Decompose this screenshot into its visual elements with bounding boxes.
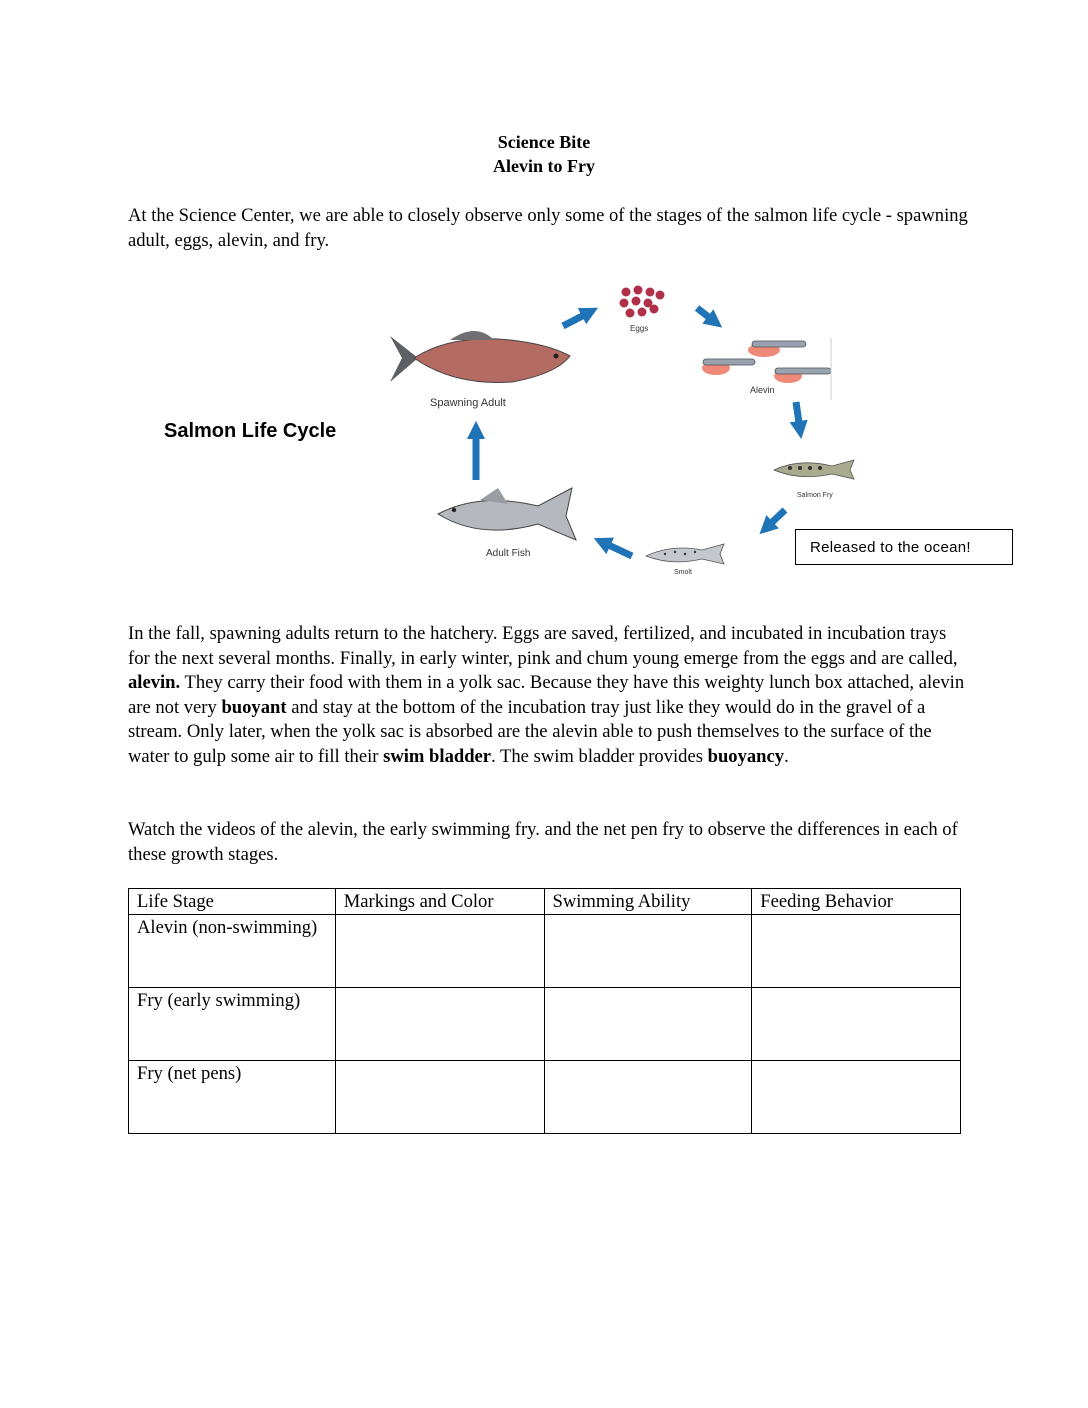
- body-paragraph-2: Watch the videos of the alevin, the early swimming fry. and the net pen fry to observe the differences in each of these growth stages.: [128, 819, 958, 865]
- smolt-icon: [646, 544, 724, 564]
- answer-cell[interactable]: [335, 988, 544, 1061]
- arrow-eggs-to-alevin: [697, 308, 715, 322]
- table-row: [129, 915, 961, 988]
- term-buoyant: buoyant: [221, 696, 287, 718]
- page-subtitle: Alevin to Fry: [493, 156, 595, 176]
- answer-cell[interactable]: [752, 988, 961, 1061]
- salmon-fry-icon: [774, 460, 854, 479]
- arrow-alevin-to-fry: [796, 402, 800, 430]
- life-stage-table: [128, 888, 961, 1134]
- term-buoyancy: buoyancy: [707, 745, 785, 767]
- answer-cell[interactable]: [544, 1061, 752, 1134]
- header-feeding-behavior: Feeding Behavior: [752, 889, 961, 915]
- ocean-release-callout: Released to the ocean!: [795, 529, 1013, 565]
- page-title: Science Bite: [497, 132, 591, 152]
- arrow-fry-to-smolt: [766, 510, 785, 528]
- spawning-adult-icon: [390, 331, 570, 383]
- header-markings-color: Markings and Color: [335, 889, 544, 915]
- table-row: [129, 1061, 961, 1134]
- row-stage-label: Fry (early swimming): [129, 988, 336, 1061]
- arrow-spawning-to-eggs: [563, 312, 590, 326]
- adult-fish-icon: [438, 488, 576, 540]
- diagram-title: Salmon Life Cycle: [164, 420, 337, 442]
- body-paragraph-1: In the fall, spawning adults return to the hatchery. Eggs are saved, fertilized, and incubated in incubation trays for the next several months. Finally, in early winter, pink and chum young emerge from the eggs and are called, alevin. They carry their food with them in a yolk sac. Because they have this weighty lunch box attached, alevin are not very buoyant and stay at the bottom of the incubation tray just like they would do in the gravel of a stream. Only later, when the yolk sac is absorbed are the alevin able to push themselves to the surface of the water to gulp some air to fill their swim bladder. The swim bladder provides buoyancy.: [128, 623, 965, 767]
- alevin-label: Alevin: [750, 385, 775, 395]
- answer-cell[interactable]: [544, 915, 752, 988]
- salmon-fry-label: Salmon Fry: [797, 492, 833, 499]
- answer-cell[interactable]: [335, 1061, 544, 1134]
- header-swimming-ability: Swimming Ability: [544, 889, 752, 915]
- row-stage-label: Fry (net pens): [129, 1061, 336, 1134]
- eggs-label: Eggs: [630, 324, 649, 333]
- smolt-label: Smolt: [674, 569, 692, 576]
- arrow-smolt-to-adult: [602, 542, 632, 556]
- answer-cell[interactable]: [544, 988, 752, 1061]
- answer-cell[interactable]: [752, 1061, 961, 1134]
- term-alevin: alevin.: [128, 672, 181, 694]
- answer-cell[interactable]: [335, 915, 544, 988]
- eggs-icon: [620, 286, 665, 318]
- spawning-adult-label: Spawning Adult: [430, 397, 506, 409]
- salmon-life-cycle-diagram: [380, 278, 860, 578]
- intro-paragraph: At the Science Center, we are able to closely observe only some of the stages of the salmon life cycle - spawning adult, eggs, alevin, and fry.: [128, 205, 968, 251]
- term-swim-bladder: swim bladder: [383, 745, 492, 767]
- adult-fish-label: Adult Fish: [486, 548, 531, 559]
- table-row: [129, 988, 961, 1061]
- table-header-row: [129, 889, 961, 915]
- header-life-stage: Life Stage: [129, 889, 336, 915]
- answer-cell[interactable]: [752, 915, 961, 988]
- row-stage-label: Alevin (non-swimming): [129, 915, 336, 988]
